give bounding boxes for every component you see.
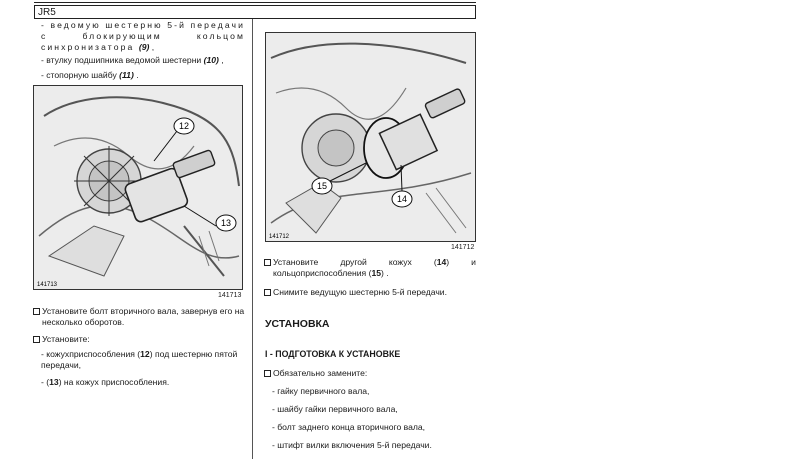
step-install-cover-post: ) .: [381, 268, 389, 278]
callout-12: 12: [178, 121, 190, 131]
intro-item-text: - втулку подшипника ведомой шестерни: [41, 55, 204, 65]
figure-corner-code: 141712: [269, 234, 290, 240]
step-install-cover-ref2: 15: [371, 268, 382, 278]
right-figure: [265, 32, 476, 242]
left-intro-list: [33, 20, 245, 81]
subsection-title: I - ПОДГОТОВКА К УСТАНОВКЕ: [265, 349, 401, 359]
gearbox-illustration-left: [34, 86, 242, 289]
step2-item: [33, 349, 245, 371]
step-install-bolt: Установите болт вторичного вала, завернув его на несколько оборотов.: [33, 306, 245, 328]
top-rule: [34, 2, 476, 3]
step2-item-post: ) под шестерню пятой передачи,: [41, 349, 238, 370]
step2-item-ref: 12: [140, 349, 150, 359]
replace-item: [264, 440, 476, 451]
intro-item: [33, 20, 245, 53]
step-must-replace: Обязательно замените:: [264, 368, 476, 379]
step-install-cover-mid: ) и кольцоприспособления (: [273, 257, 476, 278]
right-figure-number: 141712: [451, 244, 475, 251]
replace-item-text: - шайбу гайки первичного вала,: [272, 404, 398, 414]
figure-corner-code: 141713: [37, 282, 58, 288]
step-remove-gear: Снимите ведущую шестерню 5-й передачи.: [264, 287, 476, 298]
step2-item-prefix: -: [41, 349, 47, 359]
intro-item: [33, 55, 245, 66]
left-figure: [33, 85, 243, 290]
left-figure-number: 141713: [218, 292, 242, 299]
step-install-cover-ref: 14: [436, 257, 447, 267]
intro-item-ref: (9): [138, 42, 150, 52]
callout-13: 13: [220, 218, 232, 228]
step2-item-pre: кожухприспособления (: [46, 349, 141, 359]
right-steps: [264, 257, 476, 298]
step2-item-ref: 13: [49, 377, 59, 387]
replace-item: [264, 422, 476, 433]
replace-item: [264, 404, 476, 415]
replace-item-text: - штифт вилки включения 5-й передачи.: [272, 440, 432, 450]
section-title: УСТАНОВКА: [265, 318, 330, 330]
intro-item: [33, 70, 245, 81]
step-install-cover-pre: Установите другой кожух (: [273, 257, 437, 267]
intro-item-end: .: [133, 70, 139, 80]
header-code: JR5: [38, 7, 56, 18]
replace-item-text: - болт заднего конца вторичного вала,: [272, 422, 425, 432]
step2-item: [33, 377, 245, 388]
page-header: [34, 5, 476, 19]
left-steps: [33, 306, 245, 388]
step2-item-post: ) на кожух приспособления.: [58, 377, 170, 387]
intro-item-text: - стопорную шайбу: [41, 70, 119, 80]
step-install: Установите:: [33, 334, 245, 345]
intro-item-end: ,: [149, 42, 155, 52]
intro-item-text: - ведомую шестерню 5-й передачи с блокирующим кольцом синхронизатора: [41, 20, 245, 52]
column-divider: [252, 19, 253, 459]
replace-list: [264, 368, 476, 451]
intro-item-ref: (10): [203, 55, 219, 65]
step-install-cover: [264, 257, 476, 279]
intro-item-ref: (11): [119, 70, 134, 80]
intro-item-end: ,: [218, 55, 224, 65]
gearbox-illustration-right: [266, 33, 475, 241]
replace-item: [264, 386, 476, 397]
callout-14: 14: [396, 194, 408, 204]
step2-item-pre: (: [46, 377, 50, 387]
replace-item-text: - гайку первичного вала,: [272, 386, 369, 396]
callout-15: 15: [316, 181, 328, 191]
step2-item-prefix: -: [41, 377, 47, 387]
